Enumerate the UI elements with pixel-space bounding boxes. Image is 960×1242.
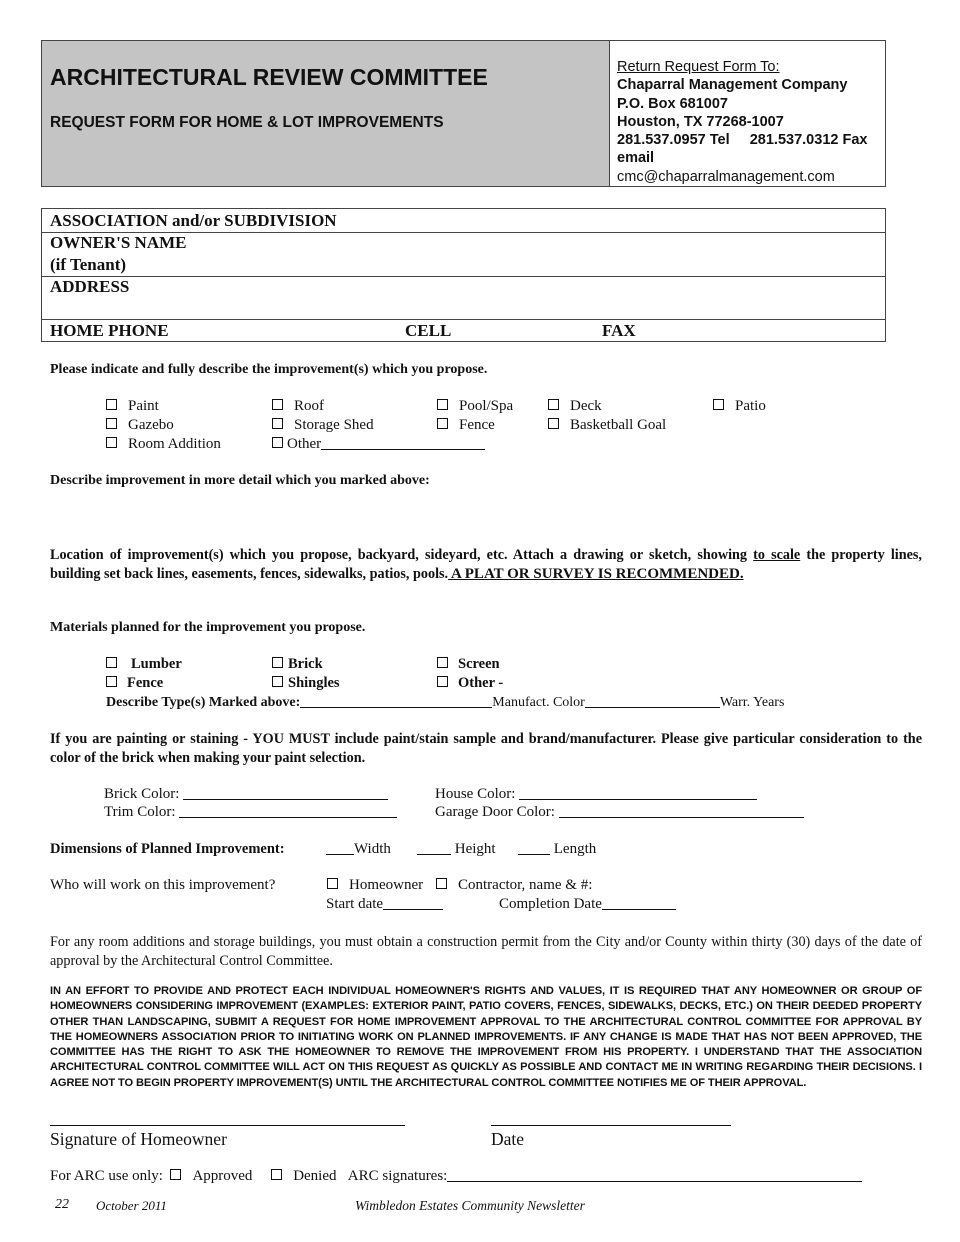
material-brick[interactable]: Brick (272, 656, 323, 673)
page-number: 22 (55, 1197, 69, 1212)
denied-checkbox[interactable] (271, 1169, 282, 1180)
brick-color-input[interactable] (183, 786, 388, 800)
completion-date-input[interactable] (602, 896, 676, 910)
other-input-line[interactable] (321, 436, 485, 450)
checkbox[interactable] (548, 418, 559, 429)
describe-types-row (106, 694, 784, 711)
house-color-input[interactable] (519, 786, 757, 800)
newsletter-name: Wimbledon Estates Community Newsletter (355, 1198, 585, 1213)
option-other[interactable]: Other (272, 436, 485, 453)
arc-use-row (50, 1168, 862, 1185)
checkbox[interactable] (713, 399, 724, 410)
checkbox[interactable] (106, 399, 117, 410)
option-fence[interactable]: Fence (437, 417, 495, 434)
tenant-label: (if Tenant) (50, 255, 127, 274)
brick-color-field[interactable]: Brick Color: (104, 786, 388, 803)
start-date-field[interactable]: Start date (326, 896, 443, 913)
improvements-prompt: Please indicate and fully describe the improvement(s) which you propose. (50, 362, 488, 377)
option-patio[interactable]: Patio (713, 398, 766, 415)
house-color-field[interactable]: House Color: (435, 786, 757, 803)
material-lumber[interactable]: Lumber (106, 656, 182, 673)
option-basketball-goal[interactable]: Basketball Goal (548, 417, 666, 434)
height-field[interactable]: Height (417, 841, 496, 858)
return-label: Return Request Form To: (617, 59, 780, 75)
manufact-color-label: Manufact. Color (492, 695, 585, 710)
address-label: ADDRESS (50, 277, 130, 296)
cell-label: CELL (405, 321, 452, 340)
option-room-addition[interactable]: Room Addition (106, 436, 221, 453)
width-input[interactable] (326, 841, 354, 855)
home-phone-label: HOME PHONE (50, 321, 169, 340)
option-pool-spa[interactable]: Pool/Spa (437, 398, 513, 415)
location-instructions: Location of improvement(s) which you propose, backyard, sideyard, etc. Attach a drawing or sketch, showing to scale the property lines, building set back lines, easements, fences, sidewalks, patios, pools. A PLAT OR SURVEY IS RECOMMENDED. (50, 547, 922, 582)
material-fence[interactable]: Fence (106, 675, 163, 692)
warr-years-label: Warr. Years (719, 695, 785, 710)
materials-prompt: Materials planned for the improvement you propose. (50, 620, 366, 635)
checkbox[interactable] (548, 399, 559, 410)
checkbox[interactable] (106, 418, 117, 429)
length-input[interactable] (518, 841, 550, 855)
date-line[interactable] (491, 1125, 731, 1126)
checkbox[interactable] (437, 676, 448, 687)
start-date-input[interactable] (383, 896, 443, 910)
describe-types-label: Describe Type(s) Marked above: (106, 695, 301, 710)
height-input[interactable] (417, 841, 451, 855)
homeowner-option[interactable]: Homeowner (327, 877, 423, 894)
plat-recommendation: A PLAT OR SURVEY IS RECOMMENDED. (448, 565, 744, 582)
divider (42, 276, 885, 277)
return-address (617, 58, 867, 186)
arc-signatures-label: ARC signatures: (347, 1168, 448, 1184)
checkbox[interactable] (272, 676, 283, 687)
material-shingles[interactable]: Shingles (272, 675, 340, 692)
approved-checkbox[interactable] (170, 1169, 181, 1180)
option-deck[interactable]: Deck (548, 398, 602, 415)
checkbox[interactable] (436, 878, 447, 889)
association-label: ASSOCIATION and/or SUBDIVISION (50, 211, 337, 230)
header-title-panel (42, 41, 610, 186)
permit-notice: For any room additions and storage buildings, you must obtain a construction permit from the City and/or County within thirty (30) days of the date of approval by the Architectural Control Committee. (50, 934, 922, 969)
material-screen[interactable]: Screen (437, 656, 500, 673)
form-subtitle: REQUEST FORM FOR HOME & LOT IMPROVEMENTS (50, 114, 444, 131)
owner-info-table (41, 208, 886, 342)
signature-line[interactable] (50, 1125, 405, 1126)
painting-instructions: If you are painting or staining - YOU MUST include paint/stain sample and brand/manufacturer. Please give particular consideration to the color of the brick when making your paint selection. (50, 731, 922, 766)
divider (42, 319, 885, 320)
checkbox[interactable] (106, 657, 117, 668)
trim-color-input[interactable] (179, 804, 397, 818)
denied-label: Denied (293, 1168, 337, 1184)
email-label: email (617, 150, 655, 167)
checkbox[interactable] (272, 399, 283, 410)
form-header (41, 40, 886, 187)
city-state-zip: Houston, TX 77268-1007 (617, 113, 784, 130)
trim-color-field[interactable]: Trim Color: (104, 804, 397, 821)
checkbox[interactable] (106, 437, 117, 448)
material-other[interactable]: Other - (437, 675, 503, 692)
checkbox[interactable] (272, 418, 283, 429)
length-field[interactable]: Length (518, 841, 596, 858)
contractor-option[interactable]: Contractor, name & #: (436, 877, 592, 894)
completion-date-field[interactable]: Completion Date (499, 896, 676, 913)
date-label: Date (491, 1129, 525, 1149)
to-scale-text: to scale (753, 547, 801, 563)
company-name: Chaparral Management Company (617, 77, 848, 94)
email-address[interactable]: cmc@chaparralmanagement.com (617, 168, 835, 185)
manufact-color-input[interactable] (585, 694, 720, 708)
signature-label: Signature of Homeowner (50, 1129, 227, 1149)
arc-signatures-input[interactable] (447, 1168, 862, 1182)
garage-color-field[interactable]: Garage Door Color: (435, 804, 804, 821)
option-roof[interactable]: Roof (272, 398, 324, 415)
checkbox[interactable] (437, 399, 448, 410)
checkbox[interactable] (106, 676, 117, 687)
option-paint[interactable]: Paint (106, 398, 159, 415)
owner-name-label: OWNER'S NAME (50, 233, 187, 252)
checkbox[interactable] (437, 657, 448, 668)
checkbox[interactable] (327, 878, 338, 889)
checkbox[interactable] (437, 418, 448, 429)
garage-color-input[interactable] (559, 804, 804, 818)
issue-date: October 2011 (96, 1198, 167, 1213)
approved-label: Approved (192, 1168, 253, 1184)
po-box: P.O. Box 681007 (617, 95, 728, 112)
worker-question: Who will work on this improvement? (50, 877, 276, 893)
detail-prompt: Describe improvement in more detail which you marked above: (50, 473, 430, 488)
checkbox[interactable] (272, 437, 283, 448)
homeowner-agreement: IN AN EFFORT TO PROVIDE AND PROTECT EACH INDIVIDUAL HOMEOWNER'S RIGHTS AND VALUES, IT IS REQUIRED THAT ANY HOMEOWNER OR GROUP OF HOMEOWNERS CONSIDERING IMPROVEMENT (EXAMPLES: EXTERIOR PAINT, PATIO COVERS, FENCES, SIDEWALKS, DECKS, ETC.) ON THEIR DEEDED PROPERTY OTHER THAN LANDSCAPING, SUBMIT A REQUEST FOR HOME IMPROVEMENT APPROVAL TO THE ARCHITECTURAL CONTROL COMMITTEE FOR APPROVAL BY THE HOMEOWNERS ASSOCIATION PRIOR TO INITIATING WORK ON PLANNED IMPROVEMENTS. IF ANY CHANGE IS MADE THAT HAS NOT BEEN APPROVED, THE COMMITTEE HAS THE RIGHT TO ASK THE HOMEOWNER TO REMOVE THE IMPROVEMENT FROM HIS PROPERTY. I UNDERSTAND THAT THE ASSOCIATION ARCHITECTURAL CONTROL COMMITTEE WILL ACT ON THIS REQUEST AS QUICKLY AS POSSIBLE AND CONTACT ME IN WRITING REGARDING THEIR DECISIONS. I AGREE NOT TO BEGIN PROPERTY IMPROVEMENT(S) UNTIL THE ARCHITECTURAL CONTROL COMMITTEE NOTIFIES ME OF THEIR APPROVAL. (50, 985, 922, 1089)
arc-use-label: For ARC use only: (50, 1168, 163, 1184)
fax-label: FAX (602, 321, 636, 340)
dimensions-label: Dimensions of Planned Improvement: (50, 841, 285, 857)
form-title: ARCHITECTURAL REVIEW COMMITTEE (50, 64, 488, 90)
phone-numbers: 281.537.0957 Tel 281.537.0312 Fax (617, 132, 868, 149)
describe-types-input[interactable] (300, 694, 492, 708)
option-storage-shed[interactable]: Storage Shed (272, 417, 374, 434)
checkbox[interactable] (272, 657, 283, 668)
width-field[interactable]: Width (326, 841, 391, 858)
option-gazebo[interactable]: Gazebo (106, 417, 174, 434)
